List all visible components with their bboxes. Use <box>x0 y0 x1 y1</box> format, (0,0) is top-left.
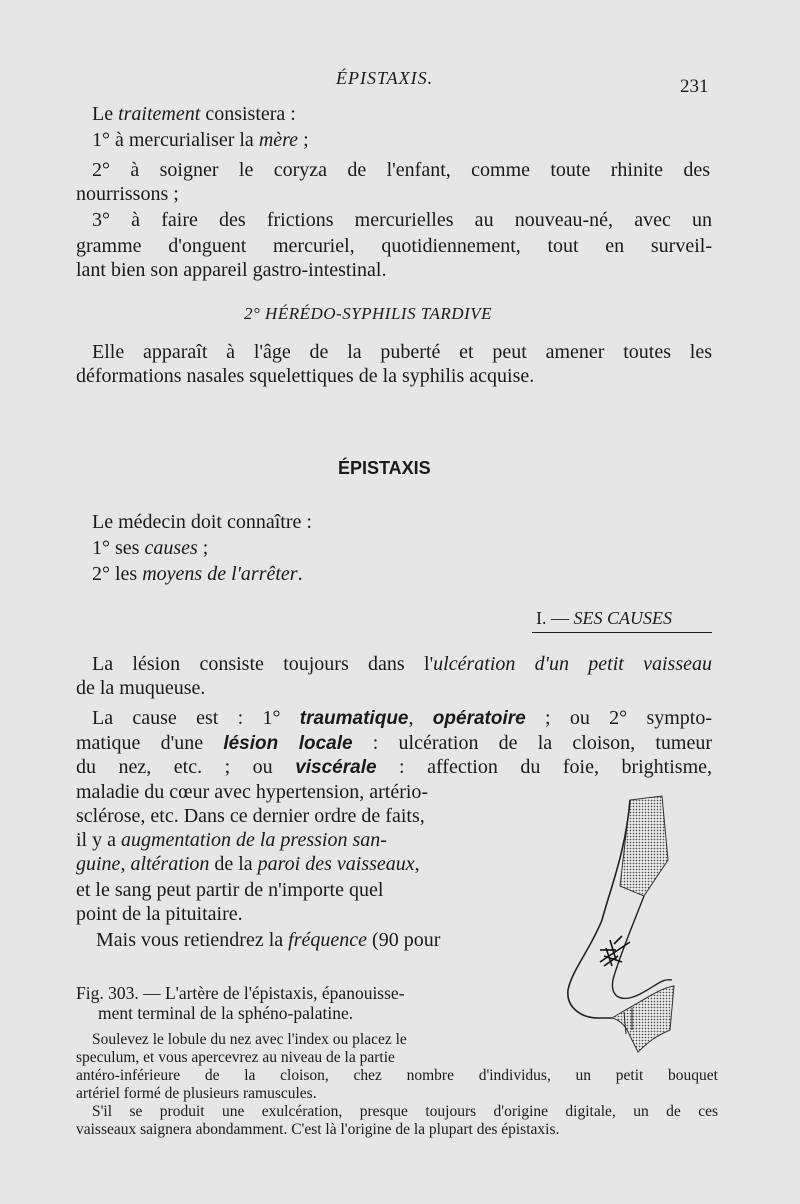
figure-caption-line1: Fig. 303. — L'artère de l'épistaxis, épanouisse- <box>76 983 405 1003</box>
section-heading-tardive: 2° HÉRÉDO-SYPHILIS TARDIVE <box>244 304 493 323</box>
chapter-item-2: 2° les moyens de l'arrêter. <box>92 563 303 585</box>
causes-p2-line2: matique d'une lésion locale : ulcération de la cloison, tumeur <box>76 732 713 754</box>
causes-p2-line6: il y a augmentation de la pression san- <box>76 829 387 851</box>
figure-note1-line2: speculum, et vous apercevrez au niveau de la partie <box>76 1049 395 1066</box>
causes-p1-line1: La lésion consiste toujours dans l'ulcération d'un petit vaisseau <box>92 653 712 675</box>
figure-note2-line1: S'il se produit une exulcération, presque toujours d'origine digitale, un de ces <box>92 1103 718 1120</box>
causes-p2-line3: du nez, etc. ; ou viscérale : affection du foie, brightisme, <box>76 756 713 778</box>
causes-p2-line4: maladie du cœur avec hypertension, artério- <box>76 781 429 803</box>
treatment-item-2-line2: nourrissons ; <box>76 183 179 205</box>
figure-caption-line2: ment terminal de la sphéno-palatine. <box>98 1003 354 1023</box>
chapter-item-1: 1° ses causes ; <box>92 537 209 559</box>
treatment-item-2-line1: 2° à soigner le coryza de l'enfant, comme toute rhinite des <box>92 159 710 181</box>
arterial-bouquet <box>600 936 630 966</box>
nasal-bone-shading <box>620 796 668 896</box>
causes-p2-line8: et le sang peut partir de n'importe quel <box>76 879 384 901</box>
causes-p2-line5: sclérose, etc. Dans ce dernier ordre de faits, <box>76 805 425 827</box>
running-title: ÉPISTAXIS. <box>336 68 434 88</box>
page-number: 231 <box>680 76 709 97</box>
causes-p2-line7: guine, altération de la paroi des vaisseaux, <box>76 853 420 875</box>
figure-note1-line1: Soulevez le lobule du nez avec l'index ou placez le <box>92 1031 407 1048</box>
causes-p2-line9: point de la pituitaire. <box>76 903 243 925</box>
treatment-item-3-line1: 3° à faire des frictions mercurielles au nouveau-né, avec un <box>92 209 712 231</box>
treatment-item-3-line3: lant bien son appareil gastro-intestinal. <box>76 259 387 281</box>
treatment-item-3-line2: gramme d'onguent mercuriel, quotidiennement, tout en surveil- <box>76 235 712 257</box>
figure-note1-line4: artériel formé de plusieurs ramuscules. <box>76 1085 317 1102</box>
treatment-intro: Le traitement consistera : <box>92 103 296 125</box>
figure-note2-line2: vaisseaux saignera abondamment. C'est là l'origine de la plupart des épistaxis. <box>76 1121 560 1138</box>
treatment-item-1: 1° à mercurialiser la mère ; <box>92 129 309 151</box>
nose-artery-figure <box>560 790 720 1055</box>
lip-region-shading <box>612 986 674 1052</box>
tardive-line-2: déformations nasales squelettiques de la syphilis acquise. <box>76 365 535 387</box>
causes-p2-line1: La cause est : 1° traumatique, opératoire ; ou 2° sympto- <box>92 707 712 729</box>
chapter-title: ÉPISTAXIS <box>338 458 431 478</box>
nose-outline <box>568 800 630 1018</box>
tardive-line-1: Elle apparaît à l'âge de la puberté et peut amener toutes les <box>92 341 712 363</box>
causes-heading-rule <box>532 632 712 633</box>
causes-p1-line2: de la muqueuse. <box>76 677 206 699</box>
figure-note1-line3: antéro-inférieure de la cloison, chez nombre d'individus, un petit bouquet <box>76 1067 718 1084</box>
chapter-intro: Le médecin doit connaître : <box>92 511 312 533</box>
causes-heading: I. — SES CAUSES <box>536 608 672 628</box>
causes-p3-line1: Mais vous retiendrez la fréquence (90 pour <box>96 929 441 951</box>
